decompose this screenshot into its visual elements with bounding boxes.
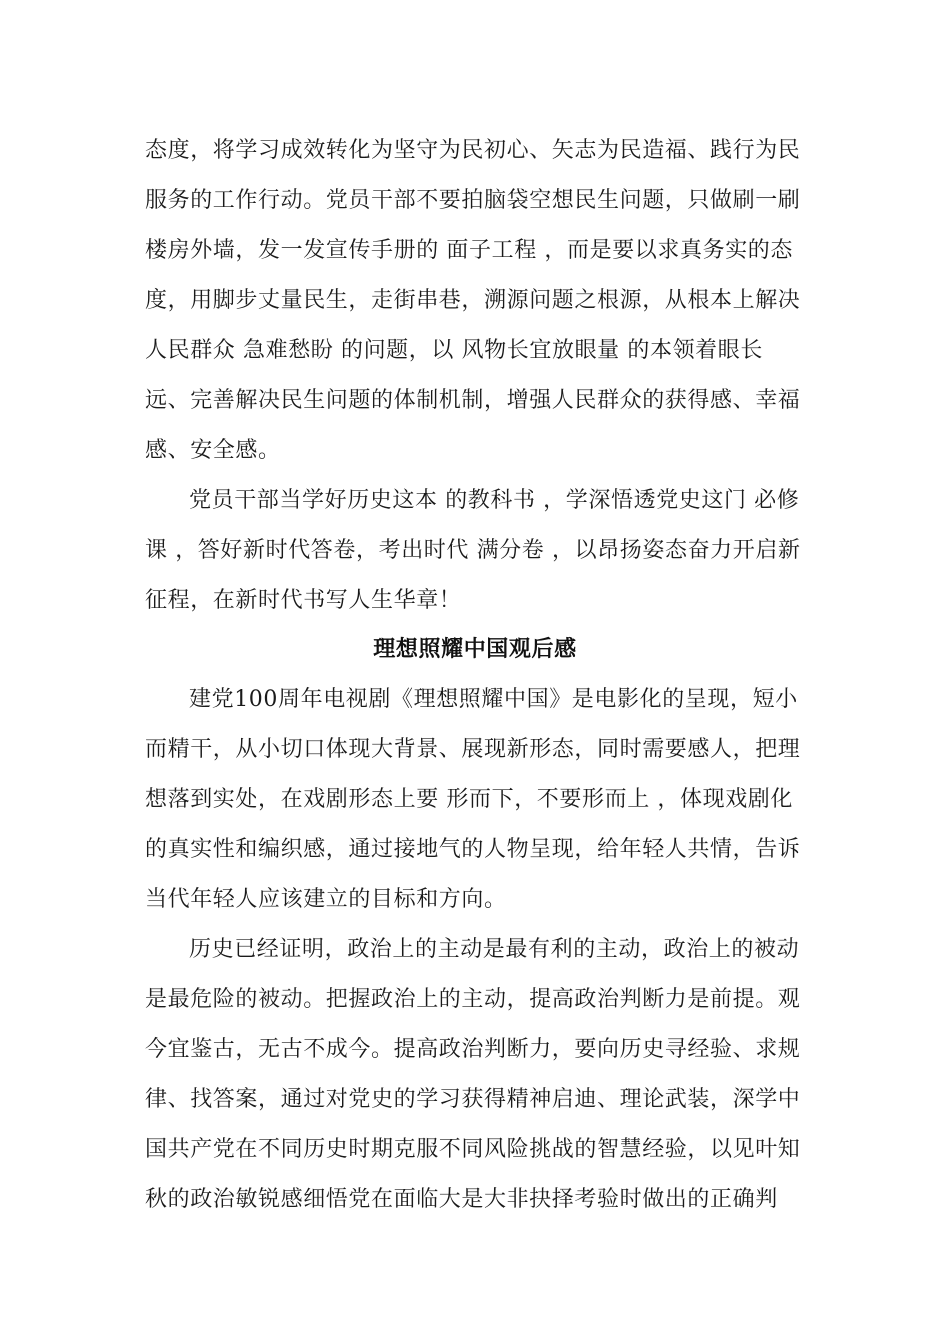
paragraph-1-line-5: 人民群众 急难愁盼 的问题，以 风物长宜放眼量 的本领着眼长 — [145, 338, 763, 363]
paragraph-4-line-5: 国共产党在不同历史时期克服不同风险挑战的智慧经验，以见叶知 — [145, 1137, 801, 1162]
paragraph-3-line-3: 想落到实处，在戏剧形态上要 形而下，不要形而上 ，体现戏剧化 — [145, 787, 793, 812]
paragraph-1-line-6: 远、完善解决民生问题的体制机制，增强人民群众的获得感、幸福 — [145, 388, 801, 413]
paragraph-1-line-2: 服务的工作行动。党员干部不要拍脑袋空想民生问题，只做刷一刷 — [145, 188, 801, 213]
paragraph-3-line-1: 建党100周年电视剧《理想照耀中国》是电影化的呈现，短小 — [189, 687, 798, 712]
paragraph-3-line-4: 的真实性和编织感，通过接地气的人物呈现，给年轻人共情，告诉 — [145, 837, 801, 862]
paragraph-1-line-1: 态度，将学习成效转化为坚守为民初心、矢志为民造福、践行为民 — [145, 138, 801, 163]
paragraph-3-line-2: 而精干，从小切口体现大背景、展现新形态，同时需要感人，把理 — [145, 737, 801, 762]
paragraph-4-line-6: 秋的政治敏锐感细悟党在面临大是大非抉择考验时做出的正确判 — [145, 1187, 778, 1212]
paragraph-4-line-2: 是最危险的被动。把握政治上的主动，提高政治判断力是前提。观 — [145, 987, 801, 1012]
paragraph-4-line-1: 历史已经证明，政治上的主动是最有利的主动，政治上的被动 — [189, 937, 800, 962]
paragraph-4-line-3: 今宜鉴古，无古不成今。提高政治判断力，要向历史寻经验、求规 — [145, 1037, 801, 1062]
paragraph-1-line-4: 度，用脚步丈量民生，走街串巷，溯源问题之根源，从根本上解决 — [145, 288, 801, 313]
paragraph-4-line-4: 律、找答案，通过对党史的学习获得精神启迪、理论武装，深学中 — [145, 1087, 801, 1112]
paragraph-1-line-3: 楼房外墙，发一发宣传手册的 面子工程 ，而是要以求真务实的态 — [145, 238, 793, 263]
paragraph-2-line-2: 课 ，答好新时代答卷，考出时代 满分卷 ，以昂扬姿态奋力开启新 — [145, 538, 801, 563]
section-heading: 理想照耀中国观后感 — [373, 637, 577, 662]
paragraph-2-line-3: 征程，在新时代书写人生华章！ — [145, 588, 462, 613]
paragraph-3-line-5: 当代年轻人应该建立的目标和方向。 — [145, 887, 507, 912]
paragraph-2-line-1: 党员干部当学好历史这本 的教科书 ，学深悟透党史这门 必修 — [189, 488, 800, 513]
paragraph-1-line-7: 感、安全感。 — [145, 438, 281, 463]
